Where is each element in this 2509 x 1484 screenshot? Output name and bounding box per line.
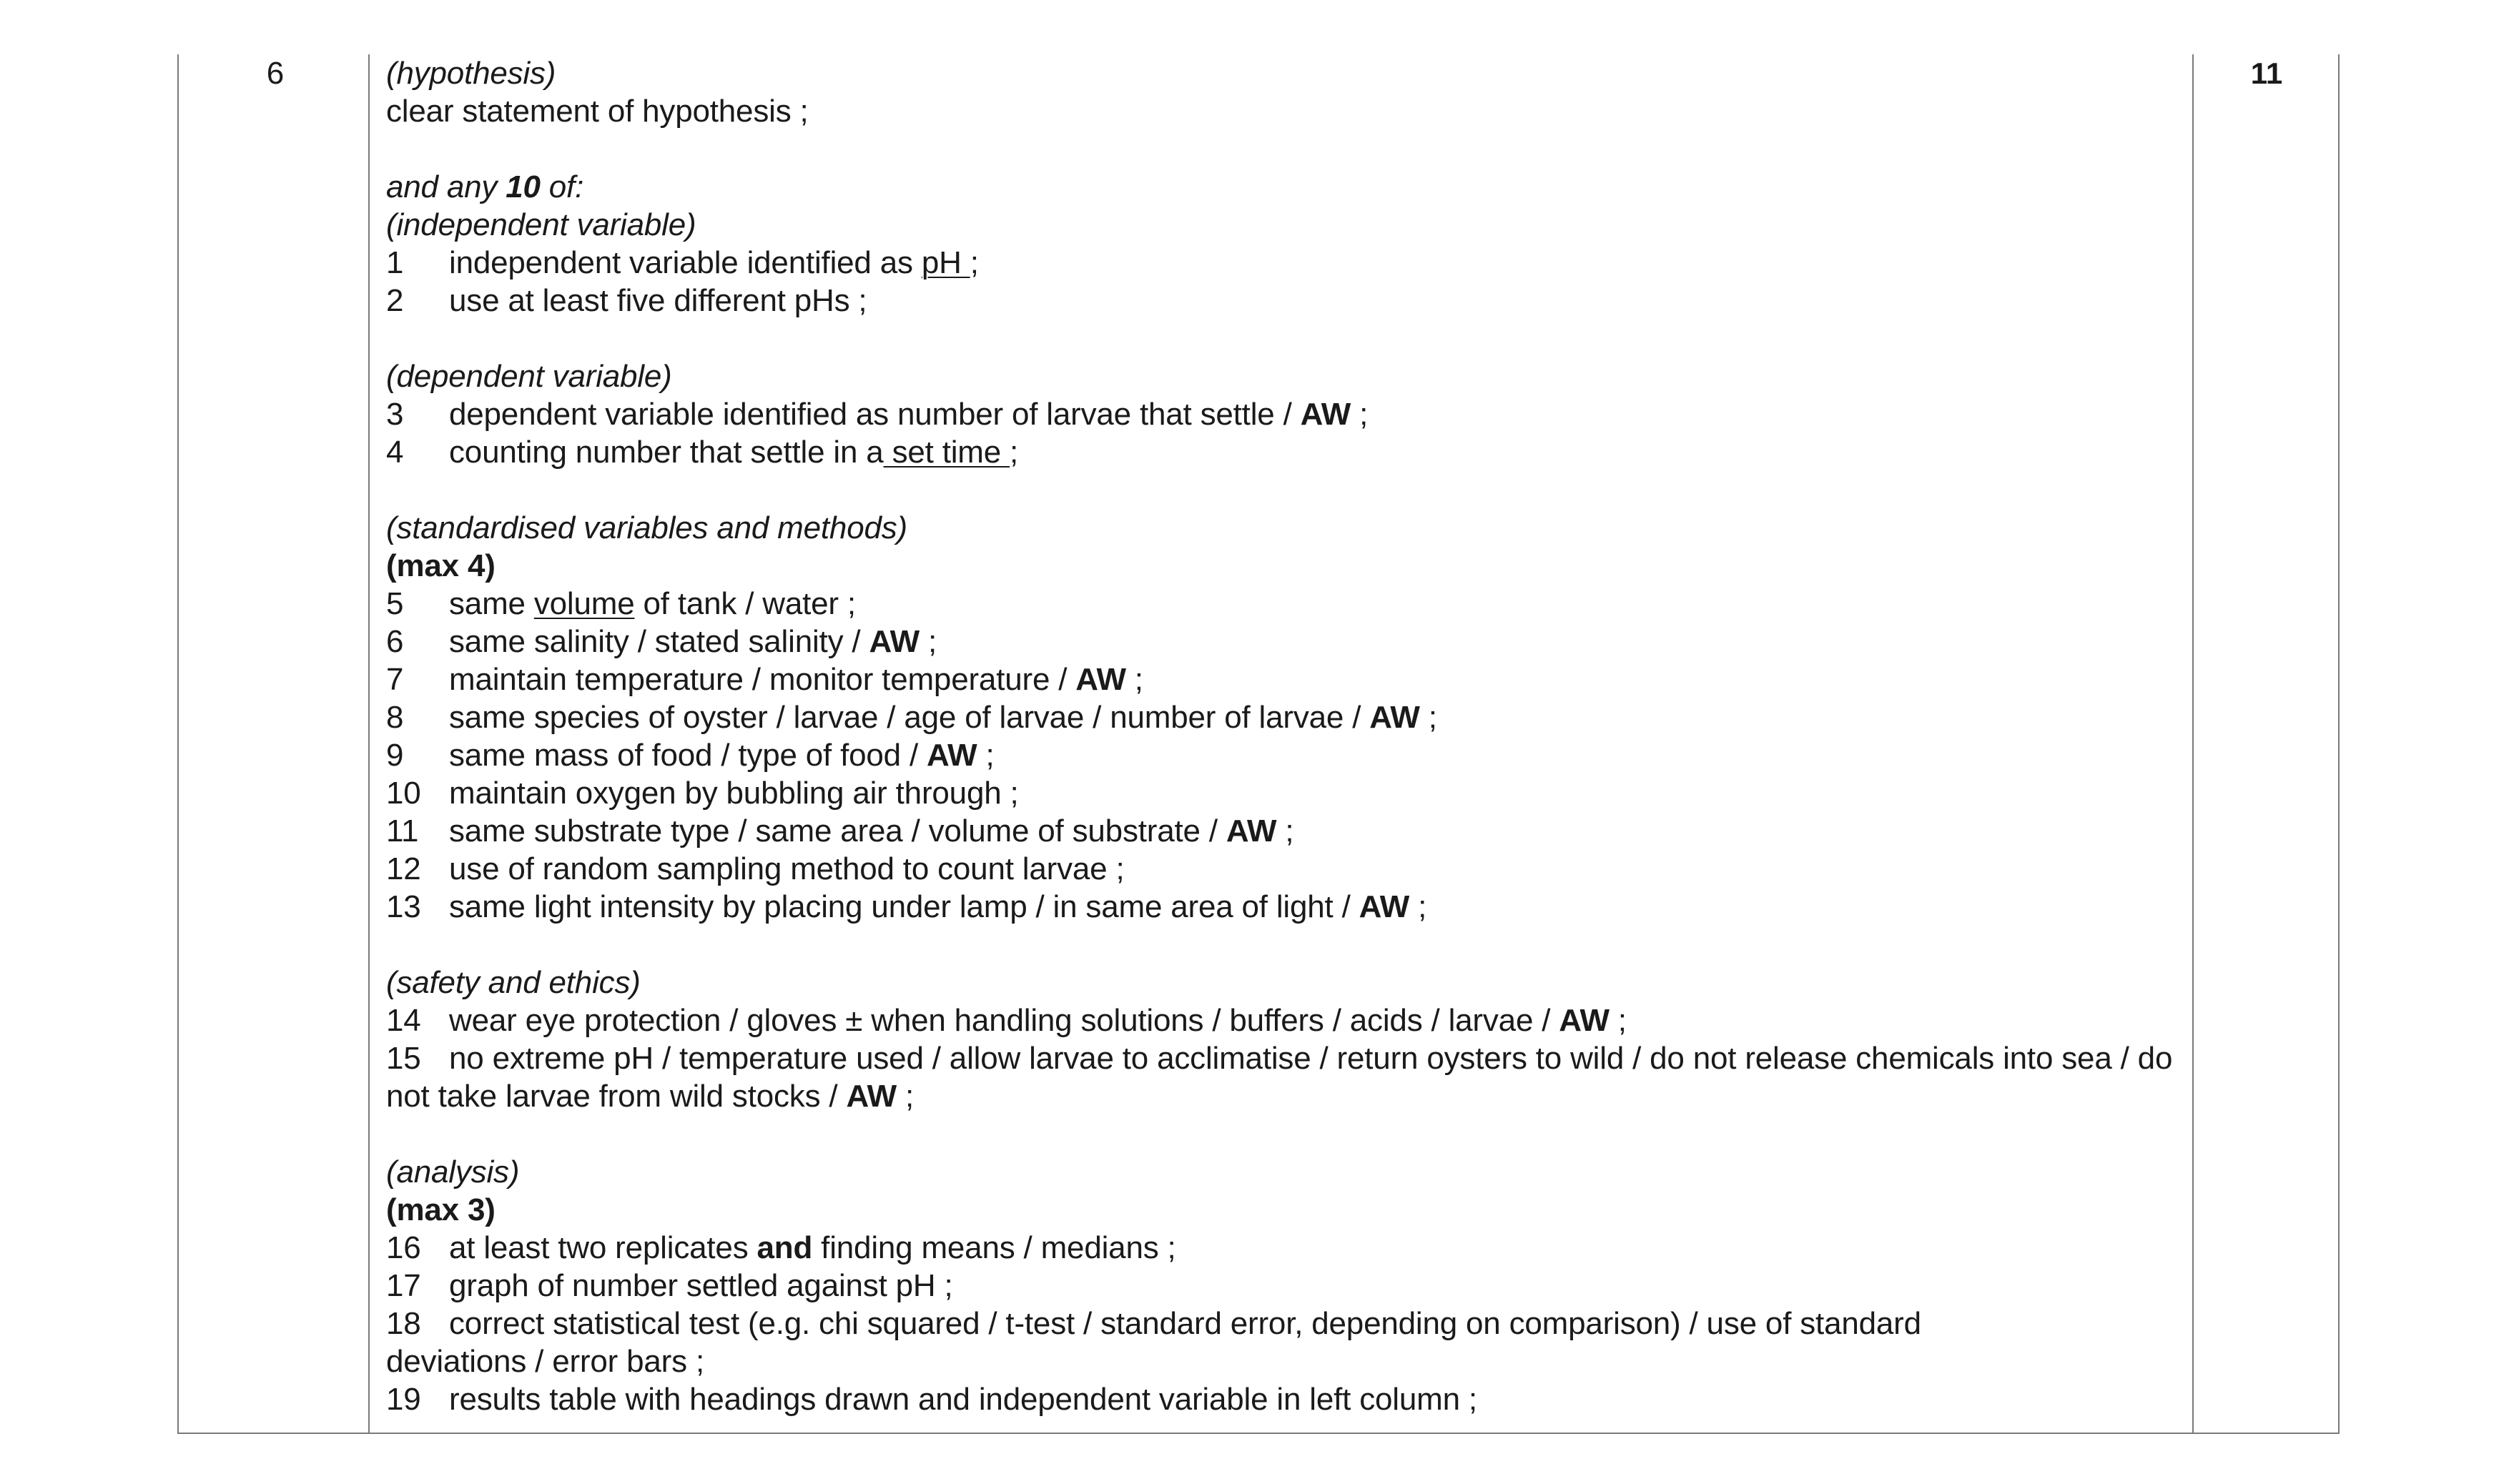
marking-point-6: 6 same salinity / stated salinity / AW ;	[386, 624, 937, 659]
marking-point-11: 11 same substrate type / same area / volume of substrate / AW ;	[386, 813, 1294, 849]
marking-point-2: 2 use at least five different pHs ;	[386, 283, 867, 318]
marking-point-4: 4 counting number that settle in a set time ;	[386, 435, 1019, 470]
answer-column	[386, 54, 2174, 1418]
marking-point-7: 7 maintain temperature / monitor temperature / AW ;	[386, 662, 1143, 697]
intro-line	[386, 168, 2174, 206]
hypothesis-point: clear statement of hypothesis ;	[386, 94, 809, 129]
marking-point-12: 12 use of random sampling method to count larvae ;	[386, 851, 1125, 886]
intro-pre: and any	[386, 169, 506, 204]
marking-point-14: 14 wear eye protection / gloves ± when handling solutions / buffers / acids / larvae / AW ;	[386, 1003, 1627, 1038]
intro-post: of:	[540, 169, 584, 204]
spacer	[386, 926, 2174, 964]
spacer	[386, 471, 2174, 509]
max-note-standardised: (max 4)	[386, 548, 496, 583]
spacer	[386, 130, 2174, 168]
section-header-standardised: (standardised variables and methods)	[386, 510, 907, 545]
section-header-hypothesis: (hypothesis)	[386, 56, 556, 91]
section-header-analysis: (analysis)	[386, 1154, 520, 1189]
marking-point-1: 1 independent variable identified as pH ;	[386, 245, 979, 280]
total-marks: 11	[2250, 56, 2283, 90]
marking-point-18: 18 correct statistical test (e.g. chi squared / t-test / standard error, depending on comparison) / use of standard deviations / error bars ;	[386, 1306, 1921, 1379]
marking-point-9: 9 same mass of food / type of food / AW ;	[386, 738, 995, 773]
max-note-analysis: (max 3)	[386, 1192, 496, 1227]
marking-point-19: 19 results table with headings drawn and independent variable in left column ;	[386, 1382, 1477, 1417]
question-number: 6	[266, 56, 285, 91]
marking-point-5: 5 same volume of tank / water ;	[386, 586, 856, 621]
section-header-independent: (independent variable)	[386, 207, 696, 242]
marking-point-13: 13 same light intensity by placing under lamp / in same area of light / AW ;	[386, 889, 1427, 924]
marking-point-3: 3 dependent variable identified as number of larvae that settle / AW ;	[386, 397, 1369, 432]
section-header-safety: (safety and ethics)	[386, 965, 641, 1000]
marking-point-15: 15 no extreme pH / temperature used / allow larvae to acclimatise / return oysters to wild / do not release chemicals into sea / do not take larvae from wild stocks / AW ;	[386, 1041, 2173, 1114]
mark-scheme-table	[177, 54, 2340, 1434]
column-divider-question	[368, 54, 370, 1433]
marking-point-10: 10 maintain oxygen by bubbling air through ;	[386, 776, 1019, 811]
section-header-dependent: (dependent variable)	[386, 359, 672, 394]
marking-point-8: 8 same species of oyster / larvae / age of larvae / number of larvae / AW ;	[386, 700, 1437, 735]
column-divider-marks	[2192, 54, 2194, 1433]
marking-point-16: 16 at least two replicates and finding means / medians ;	[386, 1230, 1176, 1265]
marking-point-17: 17 graph of number settled against pH ;	[386, 1268, 953, 1303]
intro-count: 10	[506, 169, 541, 204]
spacer	[386, 320, 2174, 357]
spacer	[386, 1115, 2174, 1153]
